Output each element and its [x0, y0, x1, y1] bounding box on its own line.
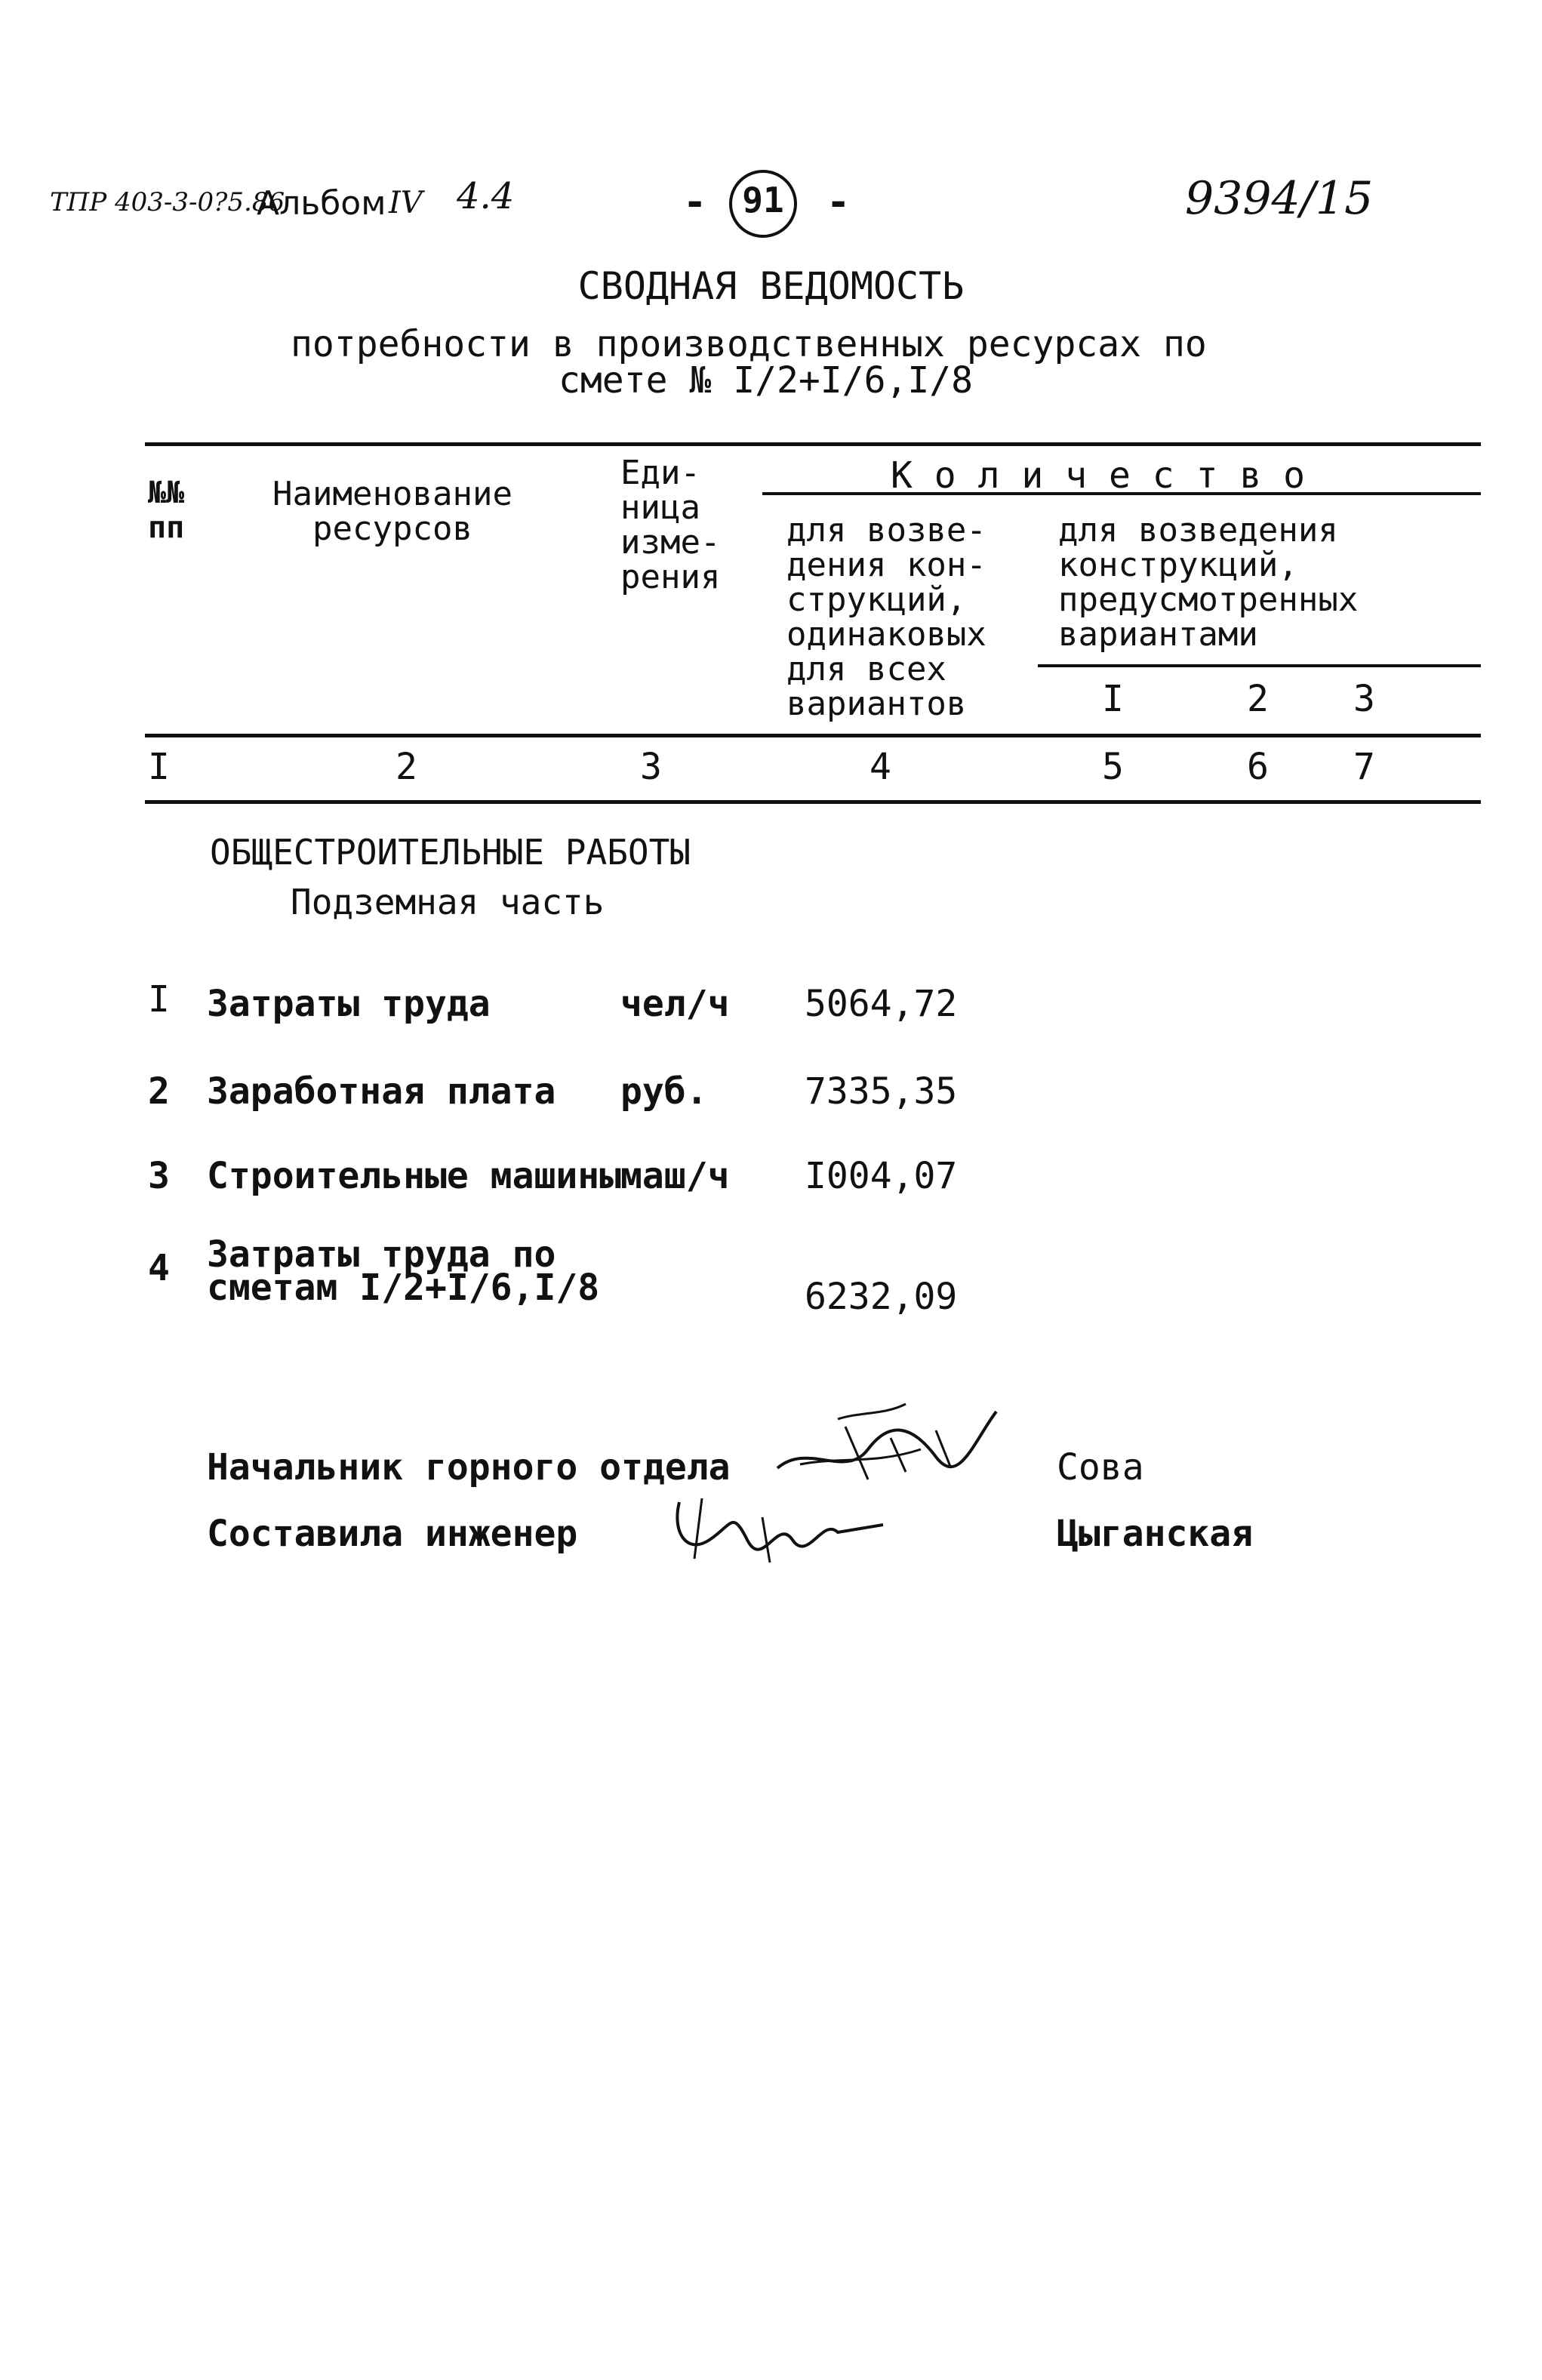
document-code: ТПР 403-3-0?5.86 — [50, 187, 285, 217]
column-number-1: I — [148, 746, 170, 788]
page-number: 91 — [742, 180, 784, 220]
quantity-header: К о л и ч е с т в о — [891, 454, 1306, 497]
variant-3-header: 3 — [1353, 678, 1375, 720]
row-unit: руб. — [620, 1070, 708, 1113]
subsection-title: Подземная часть — [291, 882, 605, 922]
col-unit-header: Еди- ница изме- рения — [620, 454, 721, 596]
row-name: Затраты труда — [207, 983, 491, 1025]
album-label: Альбом — [257, 184, 386, 223]
title-line3: смете № I/2+I/6,I/8 — [559, 359, 974, 402]
column-number-7: 7 — [1353, 746, 1375, 788]
section-title: ОБЩЕСТРОИТЕЛЬНЫЕ РАБОТЫ — [210, 832, 691, 873]
signature-head — [755, 1396, 1004, 1502]
engineer-title: Составила инженер — [207, 1513, 578, 1555]
row-number: 2 — [148, 1070, 170, 1113]
variant-1-header: I — [1102, 678, 1124, 720]
row-value: 7335,35 — [805, 1070, 958, 1113]
title-line1: СВОДНАЯ ВЕДОМОСТЬ — [577, 264, 965, 308]
variants-header: для возведения конструкций, предусмотренных вариантами — [1058, 511, 1359, 654]
head-title: Начальник горного отдела — [207, 1446, 731, 1489]
row-value: 6232,09 — [805, 1276, 958, 1318]
column-number-4: 4 — [869, 746, 891, 788]
row-name: Заработная плата — [207, 1070, 556, 1113]
album-number: IV — [389, 186, 423, 220]
row-value: I004,07 — [805, 1155, 958, 1197]
row-unit: чел/ч — [620, 983, 730, 1025]
row-unit: маш/ч — [620, 1155, 730, 1197]
column-number-2: 2 — [396, 746, 417, 788]
variant-2-header: 2 — [1247, 678, 1269, 720]
col-number-header: №№ пп — [148, 476, 185, 545]
row-name: Затраты труда по сметам I/2+I/6,I/8 — [207, 1233, 600, 1309]
row-number: 3 — [148, 1155, 170, 1197]
signature-engineer — [664, 1487, 891, 1578]
col-common-header: для возве- дения кон- струкций, одинаковых для всех вариантов — [786, 511, 986, 723]
inventory-number: 9394/15 — [1185, 172, 1374, 225]
column-number-5: 5 — [1102, 746, 1124, 788]
variants-underline — [1038, 664, 1481, 667]
row-name: Строительные машины — [207, 1155, 622, 1197]
page-dash-right: - — [826, 180, 851, 225]
column-number-3: 3 — [640, 746, 662, 788]
page-dash-left: - — [683, 180, 707, 225]
title-line2: потребности в производственных ресурсах по — [291, 323, 1207, 365]
column-numbers-rule — [145, 800, 1481, 804]
engineer-name: Цыганская — [1057, 1513, 1254, 1555]
column-number-6: 6 — [1247, 746, 1269, 788]
row-number: 4 — [148, 1247, 170, 1289]
row-value: 5064,72 — [805, 983, 958, 1025]
row-number: I — [148, 978, 170, 1021]
head-name: Сова — [1057, 1446, 1144, 1489]
album-section: 4.4 — [457, 175, 515, 217]
header-bottom-rule — [145, 734, 1481, 737]
table-top-rule — [145, 442, 1481, 446]
col-name-header: Наименование ресурсов — [272, 475, 512, 548]
